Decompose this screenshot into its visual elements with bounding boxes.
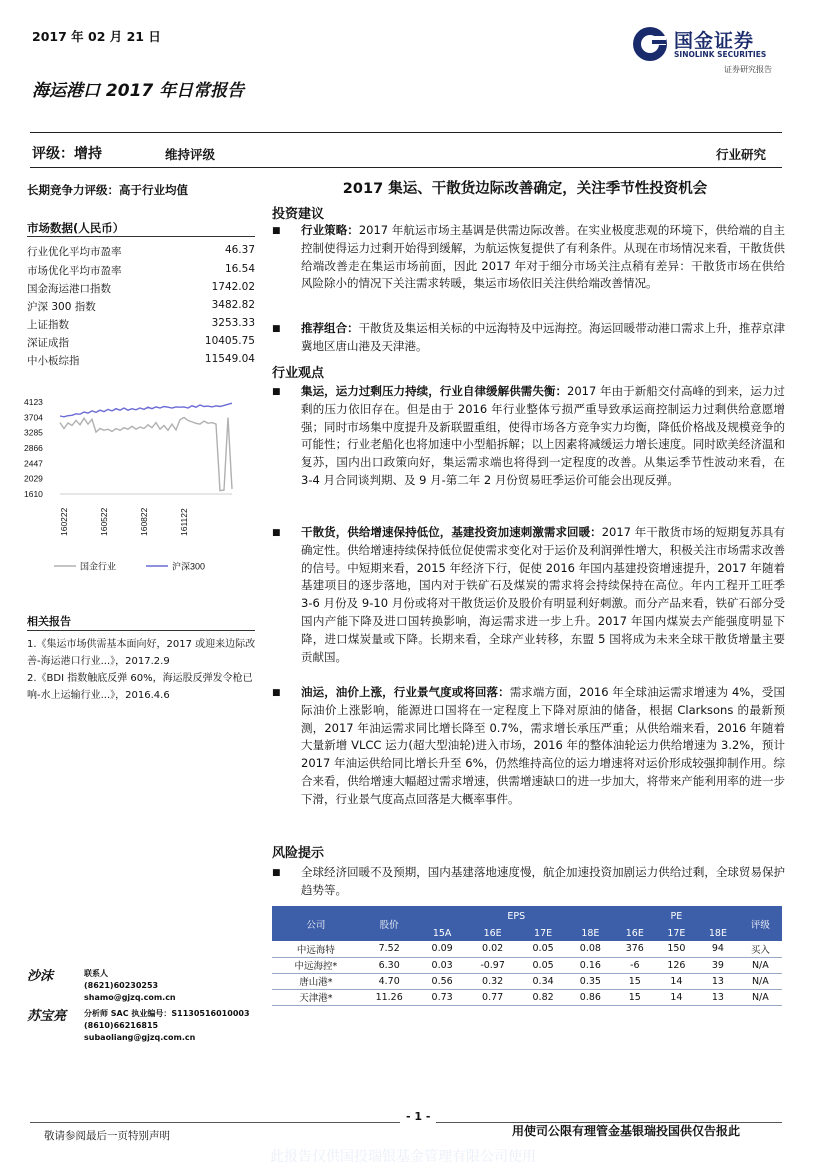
x-tick-label: 160222 [59, 507, 69, 536]
paragraph-risk: 全球经济回暖不及预期，国内基建落地速度慢，航企加速投资加剧运力供给过剩，全球贸易保护趋势等。 [301, 865, 785, 897]
x-tick-label: 161122 [179, 508, 189, 536]
section-heading: 投资建议 [272, 207, 325, 222]
paragraph-portfolio: 推荐组合：干散货及集运相关标的中远海特及中远海控。海运回暖带动港口需求上升，推荐京津冀地区唐山港及天津港。 [301, 321, 785, 353]
market-row: 行业优化平均市盈率 46.37 [27, 244, 255, 258]
paragraph-container: 集运，运力过剩压力持续，行业自律缓解供需失衡：2017 年由于新船交付高峰的到来，运力过剩的压力依旧存在。但是由于 2016 年行业整体亏损严重导致承运商控制运力过剩供给意愿增强；同时市场集中度提升及新联盟重组，使得市场各方竞争实力均衡，降低价格战及规模竞争的可能性；行业老船化也将加速中小型船拆解；以上因素将减缓运力增长速度。同时欧美经济温和复苏，国内出口政策向好，集运需求端也将得到一定程度的改善。从集运季节性波动来看，在 3-4 月合同谈判期、及 9 月-第二年 2 月份贸易旺季运价可能会出现反弹。 [301, 384, 786, 487]
related-report-item[interactable]: 2.《BDI 指数触底反弹 60%，海运股反弹发令枪已响-水上运输行业...》，2016.4.6 [27, 673, 253, 701]
th-rating: 评级 [739, 906, 782, 941]
y-tick-label: 2029 [24, 473, 43, 484]
logo-text-en: SINOLINK SECURITIES [674, 50, 767, 59]
table-row: 中远海控* 6.30 0.03 -0.97 0.05 0.16 -6 126 39 N/A [272, 957, 782, 973]
bullet-icon: ■ [272, 868, 281, 878]
report-title: 海运港口 2017 年日常报告 [32, 81, 245, 101]
legend-label: 沪深300 [172, 561, 206, 572]
page-number: - 1 - [400, 1110, 436, 1123]
paragraph-tanker: 油运，油价上涨，行业景气度或将回落：需求端方面，2016 年全球油运需求增速为 4%，受国际油价上涨影响，能源进口国将在一定程度上下降对原油的储备，根据 Clarksons 的最新预测，2017 年油运需求同比增长降至 0.7%，需求增长承压严重；从供给端来看，2016 年随着大量新增 VLCC 运力(超大型油轮)进入市场，2016 年的整体油轮运力供给增速为 3.2%，预计 2017 年油运供给同比增长升至 6%，仍然维持高位的运力增速将对运价形成较强抑制作用。综合来看，供给增速大幅超过需求增速，供需增速缺口的进一步加大，将带来产能利用率的进一步下滑，行业景气度高点回落是大概率事件。 [301, 685, 785, 806]
analyst-name: 苏宝亮 [27, 1009, 67, 1024]
table-row: 中远海特 7.52 0.09 0.02 0.05 0.08 376 150 94 买入 [272, 941, 782, 957]
related-report-item[interactable]: 1.《集运市场供需基本面向好，2017 或迎来边际改善-海运港口行业...》，2017.2.9 [27, 639, 256, 667]
market-data-divider [27, 236, 255, 237]
report-date: 2017 年 02 月 21 日 [32, 29, 161, 44]
index-line-chart [22, 390, 258, 580]
brand-logo [632, 24, 792, 76]
market-row: 上证指数 3253.33 [27, 317, 255, 331]
series-line-hs300 [60, 403, 232, 417]
table-row: 唐山港* 4.70 0.56 0.32 0.34 0.35 15 14 13 N/A [272, 973, 782, 989]
analyst-info: 联系人 (8621)60230253 shamo@gjzq.com.cn [84, 969, 176, 1002]
y-tick-label: 1610 [24, 489, 43, 499]
paragraph-drybulk: 干散货，供给增速保持低位，基建投资加速刺激需求回暖：2017 年干散货市场的短期复苏具有确定性。供给增速持续保持低位促使需求变化对于运价及利润弹性增大，积极关注市场需求改善的信号。中短期来看，2015 年经济下行，促使 2016 年国内基建投资增速提升，2017 年随着基建项目的逐步落地，国内对于铁矿石及煤炭的需求将会持续保持在高位。年内工程开工旺季 3-6 月份及 9-10 月份或将对干散货运价及股价有明显利好刺激。而分产品来看，铁矿石部分受国内产能下降及进口国转换影响，海运需求进一步上升。2017 年国内煤炭去产能强度明显下降，进口煤炭量或下降。长期来看，全球产业转移，东盟 5 国将成为未来全球干散货增量主要贡献国。 [301, 525, 785, 664]
y-tick-label: 4123 [24, 397, 43, 407]
th-pe: PE [614, 906, 739, 926]
y-tick-label: 2866 [24, 443, 43, 454]
analyst-email[interactable]: subaoliang@gjzq.com.cn [84, 1033, 196, 1042]
footer-usage-note: 用使司公限有理管金基银瑞投国供仅告报此 [512, 1124, 741, 1138]
top-divider [30, 132, 782, 133]
th-price: 股价 [360, 906, 419, 941]
section-heading: 风险提示 [272, 846, 325, 861]
th-eps: EPS [418, 906, 614, 926]
long-term-rating: 长期竞争力评级：高于行业均值 [27, 183, 188, 197]
valuation-table: 公司 股价 EPS PE 评级 15A 16E 17E 18E 16E 17E 18E 中远海特 7.52 0.09 0.02 0.05 0.08 376 150 94 买入 中远海控* 6.30 0.03 -0.97 0.05 0.16 -6 126 39 N/A 唐山港* 4.70 0.56 0.32 0.34 0.35 15 14 13 N/A 天津港* 11.26 0.73 0.77 0.82 0.86 15 14 13 N/A [272, 906, 782, 1006]
section-heading: 行业观点 [272, 366, 325, 381]
legend-label: 国金行业 [80, 561, 117, 572]
watermark: 此报告仅供国投瑞银基金管理有限公司使用 [270, 1149, 536, 1165]
table-row: 天津港* 11.26 0.73 0.77 0.82 0.86 15 14 13 N/A [272, 989, 782, 1005]
market-data-title: 市场数据(人民币） [27, 221, 125, 235]
bullet-icon: ■ [272, 324, 281, 334]
market-row: 中小板综指 11549.04 [27, 353, 255, 367]
related-divider [27, 630, 255, 631]
bullet-icon: ■ [272, 226, 281, 236]
logo-subtitle: 证券研究报告 [724, 65, 772, 74]
analyst-info: 分析师 SAC 执业编号：S1130516010003 (8610)66216815 subaoliang@gjzq.com.cn [84, 1009, 250, 1042]
rating-divider [30, 167, 782, 168]
sinolink-logo-icon [632, 26, 668, 62]
bullet-icon: ■ [272, 688, 281, 698]
y-tick-label: 3704 [24, 412, 43, 423]
x-tick-label: 160822 [139, 507, 149, 536]
y-tick-label: 3285 [24, 427, 43, 438]
bullet-icon: ■ [272, 387, 281, 397]
bullet-icon: ■ [272, 528, 281, 538]
market-row: 沪深 300 指数 3482.82 [27, 299, 255, 313]
y-tick-label: 2447 [24, 458, 43, 469]
market-row: 国金海运港口指数 1742.02 [27, 281, 255, 295]
industry-label: 行业研究 [716, 147, 767, 162]
headline: 2017 集运、干散货边际改善确定，关注季节性投资机会 [342, 181, 708, 197]
rating-label: 评级：增持 [32, 146, 102, 162]
related-reports-title: 相关报告 [27, 615, 71, 628]
x-tick-label: 160522 [99, 507, 109, 536]
rating-maintain: 维持评级 [165, 147, 216, 162]
market-row: 市场优化平均市盈率 16.54 [27, 263, 255, 277]
logo-text-cn: 国金证券 [674, 30, 755, 52]
analyst-name: 沙沫 [27, 969, 54, 984]
series-line-industry [60, 418, 232, 491]
paragraph-strategy: 行业策略：2017 年航运市场主基调是供需边际改善。在实业极度悲观的环境下，供给端的自主控制使得运力过剩开始得到缓解，为航运恢复提供了有利条件。从现在市场情况来看，干散货供给端改善走在集运市场前面，因此 2017 年对于细分市场关注点稍有差异：干散货市场在供给风险除小的情况下关注需求转暖，集运市场依旧关注供给端改善情况。 [301, 223, 786, 291]
footer-disclaimer: 敬请参阅最后一页特别声明 [44, 1130, 170, 1142]
th-company: 公司 [272, 906, 360, 941]
analyst-email[interactable]: shamo@gjzq.com.cn [84, 993, 176, 1002]
market-row: 深证成指 10405.75 [27, 335, 255, 349]
